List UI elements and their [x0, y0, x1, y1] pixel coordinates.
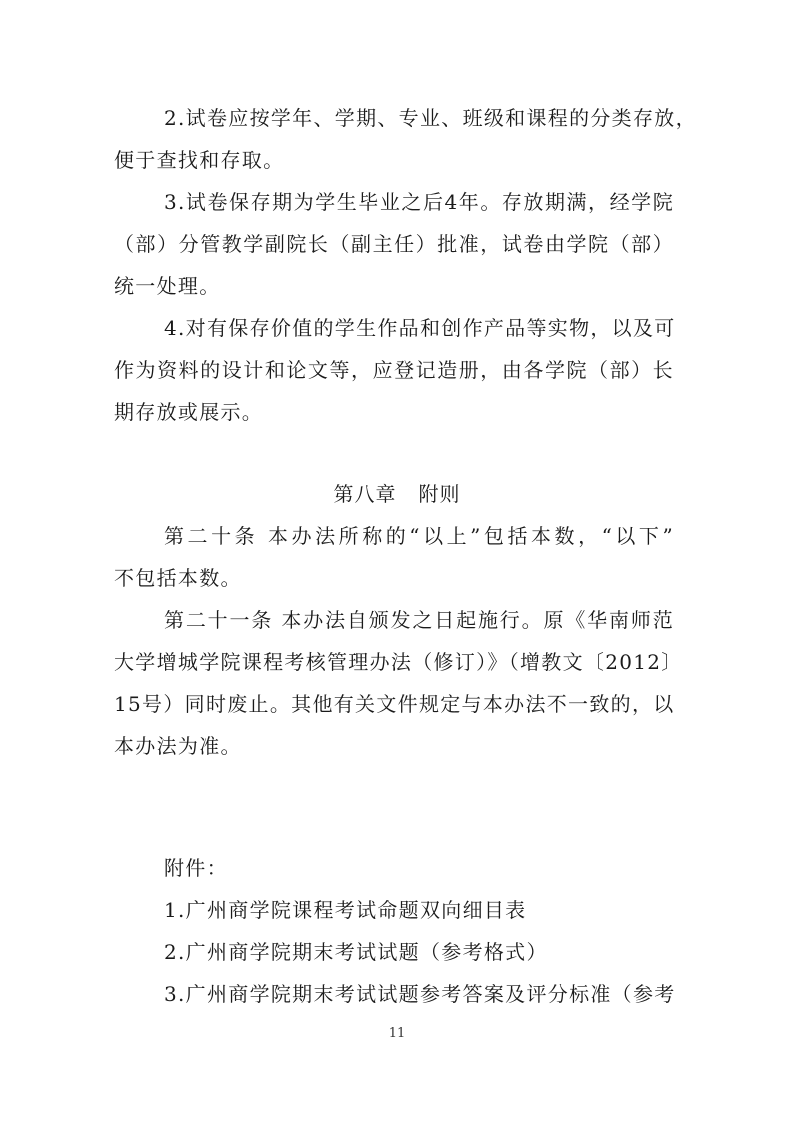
item4-line2: 作为资料的设计和论文等，应登记造册，由各学院（部）长 — [114, 358, 674, 382]
item3-line3: 统一处理。 — [114, 274, 221, 298]
item2-line1: 2.试卷应按学年、学期、专业、班级和课程的分类存放， — [164, 106, 697, 130]
article21-line1: 第二十一条 本办法自颁发之日起施行。原《华南师范 — [164, 608, 674, 632]
item4-line1: 4.对有保存价值的学生作品和创作产品等实物，以及可 — [164, 316, 676, 340]
article21-line4: 本办法为准。 — [114, 734, 242, 758]
item2-line2: 便于查找和存取。 — [114, 148, 285, 172]
item4-line3: 期存放或展示。 — [114, 400, 264, 424]
item3-line1: 3.试卷保存期为学生毕业之后4年。存放期满，经学院 — [164, 190, 674, 214]
article21-line3: 15号）同时废止。其他有关文件规定与本办法不一致的，以 — [114, 692, 675, 716]
attachment-item-3: 3.广州商学院期末考试试题参考答案及评分标准（参考 — [164, 982, 676, 1006]
article20-line2: 不包括本数。 — [114, 566, 242, 590]
attachment-item-2: 2.广州商学院期末考试试题（参考格式） — [164, 940, 548, 964]
item3-line2: （部）分管教学副院长（副主任）批准，试卷由学院（部） — [114, 232, 674, 256]
chapter-heading: 第八章 附则 — [333, 482, 461, 506]
page-number: 11 — [388, 1026, 406, 1041]
attachments-label: 附件： — [164, 856, 228, 880]
attachment-item-1: 1.广州商学院课程考试命题双向细目表 — [164, 898, 527, 922]
article20-line1: 第二十条 本办法所称的“以上”包括本数，“以下” — [164, 524, 674, 548]
article21-line2: 大学增城学院课程考核管理办法（修订）》（增教文〔2012〕 — [114, 650, 683, 674]
